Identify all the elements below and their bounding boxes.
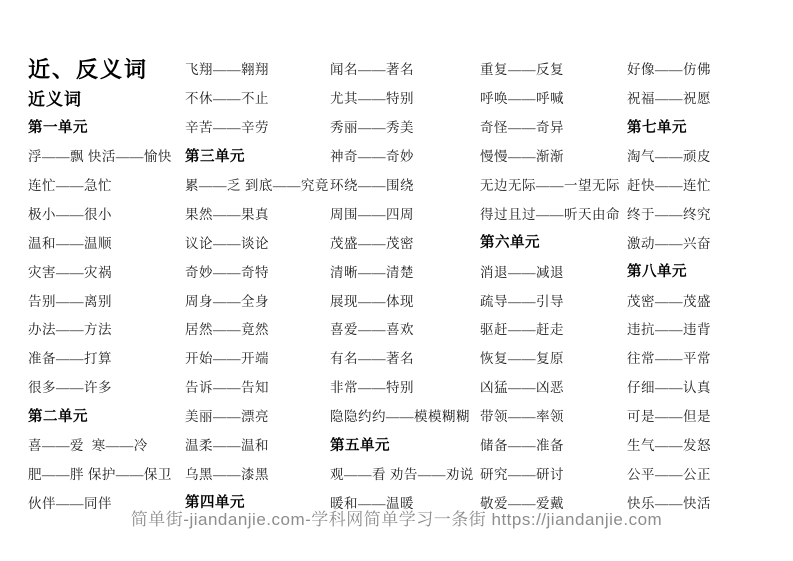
- column-2: [185, 54, 327, 516]
- unit-heading-8: 第八单元: [627, 264, 687, 281]
- word-pair: 恢复——复原: [480, 351, 564, 367]
- word-pair: 奇妙——奇特: [185, 264, 269, 280]
- word-pair: 周身——全身: [185, 293, 269, 309]
- word-pair: 凶猛——凶恶: [480, 380, 564, 396]
- word-pair: 美丽——漂亮: [185, 409, 269, 425]
- word-pair: 观——看 劝告——劝说: [330, 466, 474, 482]
- word-pair: 闻名——著名: [330, 62, 414, 78]
- word-pair: 往常——平常: [627, 351, 711, 367]
- word-pair: 得过且过——听天由命: [480, 206, 620, 222]
- word-pair: 环绕——围绕: [330, 178, 414, 193]
- word-pair: 温和——温顺: [28, 235, 112, 251]
- word-pair: 神奇——奇妙: [330, 149, 414, 165]
- section-subtitle: 近义词: [28, 89, 82, 109]
- unit-heading-3: 第三单元: [185, 148, 245, 165]
- unit-heading-4: 第四单元: [185, 495, 245, 512]
- word-pair: 尤其——特别: [330, 91, 414, 107]
- word-pair: 消退——减退: [480, 264, 564, 280]
- word-pair: 有名——著名: [330, 351, 414, 367]
- page-title: 近、反义词: [28, 56, 149, 82]
- word-pair: 极小——很小: [28, 206, 112, 222]
- word-pair: 浮——飘 快活——愉快: [28, 149, 172, 165]
- word-pair: 奇怪——奇异: [480, 120, 564, 136]
- word-pair: 淘气——顽皮: [627, 149, 711, 165]
- word-pair: 连忙——急忙: [28, 178, 112, 193]
- word-pair: 敬爱——爱戴: [480, 495, 564, 511]
- word-pair: 储备——准备: [480, 438, 564, 454]
- word-pair: 无边无际——一望无际: [480, 178, 620, 193]
- word-pair: 准备——打算: [28, 351, 112, 367]
- unit-heading-1: 第一单元: [28, 119, 88, 136]
- word-pair: 呼唤——呼喊: [480, 91, 564, 107]
- word-pair: 很多——许多: [28, 380, 112, 396]
- word-pair: 累——乏 到底——究竟: [185, 178, 329, 193]
- word-pair: 终于——终究: [627, 206, 711, 222]
- word-pair: 果然——果真: [185, 206, 269, 222]
- word-pair: 驱赶——赶走: [480, 322, 564, 338]
- column-3: [330, 54, 478, 516]
- word-pair: 赶快——连忙: [627, 178, 711, 193]
- word-pair: 喜——爱 寒——冷: [28, 438, 148, 454]
- word-pair: 慢慢——渐渐: [480, 149, 564, 165]
- watermark-text: 简单街-jiandanjie.com-学科网简单学习一条街 https://jiandanjie.com: [130, 510, 663, 529]
- word-pair: 议论——谈论: [185, 235, 269, 251]
- word-pair: 乌黑——漆黑: [185, 466, 269, 482]
- word-pair: 激动——兴奋: [627, 235, 711, 251]
- word-pair: 飞翔——翱翔: [185, 62, 269, 78]
- word-pair: 不休——不止: [185, 91, 269, 107]
- word-pair: 仔细——认真: [627, 380, 711, 396]
- word-pair: 祝福——祝愿: [627, 91, 711, 107]
- word-pair: 温柔——温和: [185, 438, 269, 454]
- word-pair: 茂盛——茂密: [330, 235, 414, 251]
- word-pair: 违抗——违背: [627, 322, 711, 338]
- word-pair: 带领——率领: [480, 409, 564, 425]
- word-pair: 茂密——茂盛: [627, 293, 711, 309]
- word-pair: 好像——仿佛: [627, 62, 711, 78]
- word-pair: 居然——竟然: [185, 322, 269, 338]
- unit-heading-7: 第七单元: [627, 119, 687, 136]
- word-pair: 可是——但是: [627, 409, 711, 425]
- word-pair: 喜爱——喜欢: [330, 322, 414, 338]
- word-pair: 重复——反复: [480, 62, 564, 78]
- word-pair: 秀丽——秀美: [330, 120, 414, 136]
- word-pair: 非常——特别: [330, 380, 414, 396]
- word-pair: 研究——研讨: [480, 466, 564, 482]
- word-pair: 肥——胖 保护——保卫: [28, 466, 172, 482]
- unit-heading-2: 第二单元: [28, 408, 88, 425]
- word-pair: 辛苦——辛劳: [185, 120, 269, 136]
- column-1: [28, 54, 183, 516]
- word-pair: 疏导——引导: [480, 293, 564, 309]
- column-5: [627, 54, 782, 516]
- word-pair: 暖和——温暖: [330, 495, 414, 511]
- word-pair: 灾害——灾祸: [28, 264, 112, 280]
- word-pair: 生气——发怒: [627, 438, 711, 454]
- word-pair: 周围——四周: [330, 206, 414, 222]
- word-pair: 伙伴——同伴: [28, 495, 112, 511]
- word-pair: 开始——开端: [185, 351, 269, 367]
- word-pair: 办法——方法: [28, 322, 112, 338]
- word-pair: 展现——体现: [330, 293, 414, 309]
- word-pair: 告别——离别: [28, 293, 112, 309]
- word-pair: 清晰——清楚: [330, 264, 414, 280]
- word-pair: 隐隐约约——模模糊糊: [330, 409, 470, 425]
- unit-heading-6: 第六单元: [480, 235, 540, 252]
- column-4: [480, 54, 625, 516]
- word-pair: 公平——公正: [627, 466, 711, 482]
- unit-heading-5: 第五单元: [330, 437, 390, 454]
- word-pair: 快乐——快活: [627, 495, 711, 511]
- word-pair: 告诉——告知: [185, 380, 269, 396]
